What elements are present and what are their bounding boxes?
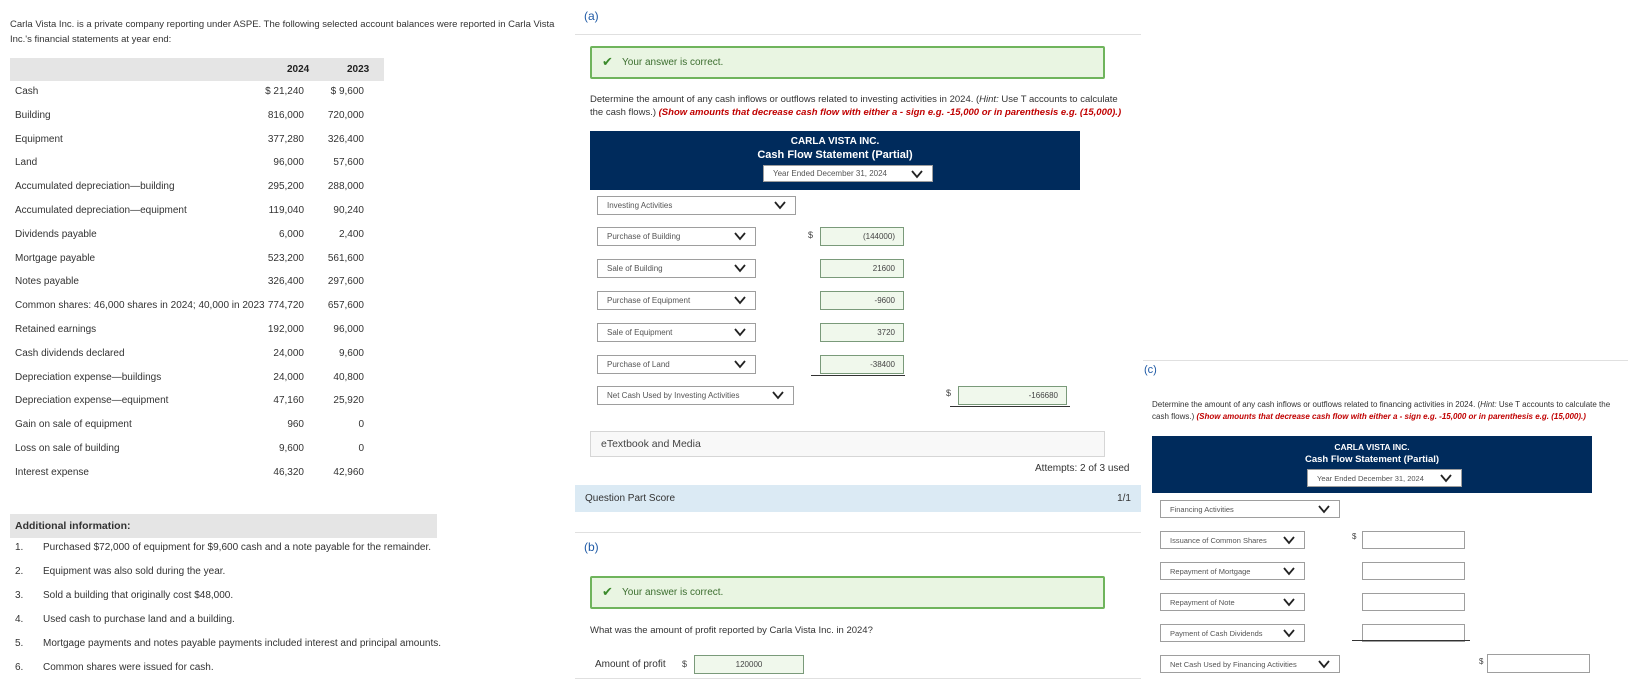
- balance-row: [10, 319, 384, 343]
- account-name: Accumulated depreciation—building: [15, 181, 175, 193]
- item-text: Mortgage payments and notes payable payments included interest and principal amounts.: [43, 638, 442, 649]
- net-investing-input[interactable]: -166680: [958, 386, 1067, 405]
- part-b-label: (b): [584, 540, 599, 554]
- net-financing-input[interactable]: [1487, 654, 1590, 673]
- value-2023: 0: [358, 443, 364, 454]
- account-name: Building: [15, 109, 51, 121]
- balance-row: [10, 152, 384, 176]
- value-2024: 47,160: [273, 395, 304, 407]
- total-underline: [950, 406, 1070, 407]
- company-name: CARLA VISTA INC.: [1334, 442, 1410, 452]
- dollar-sign: $: [1352, 532, 1357, 541]
- dollar-sign: $: [946, 388, 952, 398]
- item-number: 1.: [15, 542, 24, 553]
- line-item-amount-input[interactable]: (144000): [820, 227, 904, 246]
- value-2024: 192,000: [267, 324, 304, 335]
- item-text: Sold a building that originally cost $48,000.: [43, 590, 234, 601]
- divider: [575, 532, 1141, 533]
- account-name: Dividends payable: [15, 228, 97, 240]
- statement-title: Cash Flow Statement (Partial): [1304, 454, 1440, 465]
- additional-info-item: [10, 614, 570, 628]
- item-text: Used cash to purchase land and a building.: [43, 614, 235, 625]
- account-name: Depreciation expense—buildings: [15, 371, 162, 383]
- part-c-pane: [1143, 0, 1628, 691]
- chevron-down-icon: [1282, 565, 1296, 577]
- value-2023: 57,600: [333, 157, 364, 169]
- value-2024: 523,200: [267, 252, 304, 264]
- divider: [575, 34, 1141, 35]
- value-2024: 960: [287, 419, 304, 431]
- checkmark-icon: ✔: [602, 54, 613, 69]
- correct-text: Your answer is correct.: [622, 587, 724, 598]
- item-number: 4.: [15, 614, 24, 625]
- value-2023: 326,400: [327, 133, 364, 145]
- value-2024: 46,320: [273, 466, 304, 478]
- value-2024: 295,200: [267, 181, 304, 193]
- value-2023: 720,000: [327, 109, 364, 121]
- item-number: 2.: [15, 566, 24, 577]
- part-a-label: (a): [584, 9, 599, 23]
- value-2024: 774,720: [267, 300, 304, 312]
- account-name: Depreciation expense—equipment: [15, 395, 169, 407]
- col-2023: 2023: [347, 64, 370, 75]
- profit-input[interactable]: 120000: [694, 655, 804, 674]
- dollar-sign: $: [682, 659, 688, 669]
- balance-row: [10, 81, 384, 105]
- statement-title: Cash Flow Statement (Partial): [757, 149, 913, 161]
- value-2023: 42,960: [333, 466, 364, 478]
- divider: [1143, 360, 1628, 361]
- item-number: 3.: [15, 590, 24, 601]
- balance-row: [10, 248, 384, 272]
- line-item-amount-input[interactable]: [1362, 562, 1465, 580]
- value-2023: 9,600: [338, 347, 364, 359]
- chevron-down-icon: [1439, 472, 1453, 484]
- value-2024: 6,000: [278, 228, 304, 240]
- value-2023: 561,600: [327, 252, 364, 264]
- chevron-down-icon: [733, 358, 747, 370]
- line-item-select[interactable]: Sale of Building: [597, 259, 756, 278]
- chevron-down-icon: [910, 168, 924, 180]
- correct-banner-b: [590, 576, 1105, 609]
- value-2024: 119,040: [268, 205, 304, 216]
- balance-row: [10, 390, 384, 414]
- additional-info-heading: Additional information:: [10, 514, 437, 538]
- value-2024: 24,000: [273, 371, 304, 383]
- balance-row: [10, 438, 384, 462]
- line-item-amount-input[interactable]: 3720: [820, 323, 904, 342]
- correct-banner-a: [590, 46, 1105, 79]
- chevron-down-icon: [733, 262, 747, 274]
- company-name: CARLA VISTA INC.: [790, 136, 880, 147]
- line-item-select[interactable]: Repayment of Note: [1160, 593, 1305, 611]
- value-2023: 0: [358, 419, 364, 431]
- col-2024: 2024: [287, 64, 310, 75]
- total-select-a[interactable]: Net Cash Used by Investing Activities: [597, 386, 794, 405]
- value-2023: 90,240: [333, 205, 364, 216]
- balance-row: [10, 224, 384, 248]
- balance-row: [10, 367, 384, 391]
- balance-row: [10, 176, 384, 200]
- line-item-amount-input[interactable]: 21600: [820, 259, 904, 278]
- section-select-a[interactable]: Investing Activities: [597, 196, 796, 215]
- balance-row: [10, 462, 384, 486]
- item-number: 5.: [15, 638, 24, 649]
- value-2023: 2,400: [338, 228, 364, 240]
- additional-info-item: [10, 638, 570, 652]
- chevron-down-icon: [1317, 658, 1331, 670]
- value-2024: 24,000: [273, 347, 304, 359]
- balance-row: [10, 343, 384, 367]
- balance-row: [10, 414, 384, 438]
- score-label: Question Part Score: [585, 493, 676, 504]
- balance-row: [10, 129, 384, 153]
- problem-statement-pane: [0, 0, 575, 691]
- subtotal-underline: [1352, 640, 1470, 641]
- value-2024: $ 21,240: [265, 86, 304, 97]
- balance-row: [10, 105, 384, 129]
- value-2023: 297,600: [327, 276, 364, 288]
- value-2024: 9,600: [278, 443, 304, 454]
- balance-row: [10, 271, 384, 295]
- account-name: Mortgage payable: [15, 252, 96, 264]
- value-2024: 816,000: [267, 109, 304, 121]
- line-item-amount-input[interactable]: -9600: [820, 291, 904, 310]
- additional-info-item: [10, 590, 570, 604]
- line-item-select[interactable]: Payment of Cash Dividends: [1160, 624, 1305, 642]
- value-2023: 657,600: [327, 300, 364, 312]
- balance-row: [10, 295, 384, 319]
- value-2024: 96,000: [273, 157, 304, 169]
- statement-header-a: [590, 131, 1080, 190]
- chevron-down-icon: [1282, 627, 1296, 639]
- value-2023: 40,800: [333, 371, 364, 383]
- line-item-amount-input[interactable]: [1362, 593, 1465, 611]
- value-2024: 377,280: [267, 133, 304, 145]
- line-item-amount-input[interactable]: [1362, 531, 1465, 549]
- item-text: Common shares were issued for cash.: [43, 662, 214, 673]
- statement-header-c: [1152, 436, 1592, 493]
- attempts-counter: Attempts: 2 of 3 used: [1035, 463, 1130, 474]
- line-item-amount-input[interactable]: -38400: [820, 355, 904, 374]
- chevron-down-icon: [773, 199, 787, 211]
- correct-text: Your answer is correct.: [622, 57, 724, 68]
- section-select-c[interactable]: Financing Activities: [1160, 500, 1340, 518]
- chevron-down-icon: [1282, 596, 1296, 608]
- period-select-a[interactable]: Year Ended December 31, 2024: [763, 165, 933, 182]
- account-name: Land: [15, 157, 38, 169]
- line-item-select[interactable]: Issuance of Common Shares: [1160, 531, 1305, 549]
- account-name: Notes payable: [15, 276, 79, 288]
- additional-info-item: [10, 566, 570, 580]
- dollar-sign: $: [808, 230, 814, 240]
- additional-info-item: [10, 662, 570, 676]
- chevron-down-icon: [733, 294, 747, 306]
- balances-table-header: [10, 58, 384, 81]
- line-item-select[interactable]: Purchase of Equipment: [597, 291, 756, 310]
- part-c-instructions: Determine the amount of any cash inflows or outflows related to financing activities in 2024. (Hint: Use T accounts to calculate the cash flows.) (Show amounts that decrease cash flow with either a - sign e.g. -15,000 or in parenthesis e.g. (15,000).): [1152, 400, 1611, 421]
- checkmark-icon: ✔: [602, 584, 613, 599]
- account-name: Retained earnings: [15, 324, 97, 335]
- period-select-c[interactable]: Year Ended December 31, 2024: [1307, 469, 1462, 487]
- item-text: Equipment was also sold during the year.: [43, 566, 226, 577]
- item-number: 6.: [15, 662, 24, 673]
- part-a-instructions: Determine the amount of any cash inflows or outflows related to investing activities in 2024. (Hint: Use T accounts to calculate the cash flows.) (Show amounts that decrease cash flow with either a - sign e.g. -15,000 or in parenthesis e.g. (15,000).): [590, 94, 1122, 118]
- account-name: Gain on sale of equipment: [15, 419, 132, 431]
- value-2024: 326,400: [267, 276, 304, 288]
- item-text: Purchased $72,000 of equipment for $9,600 cash and a note payable for the remainder.: [43, 542, 432, 553]
- account-name: Cash dividends declared: [15, 347, 125, 359]
- total-select-c[interactable]: Net Cash Used by Financing Activities: [1160, 655, 1340, 673]
- account-name: Common shares: 46,000 shares in 2024; 40,000 in 2023: [15, 300, 265, 312]
- answer-pane: [575, 0, 1143, 691]
- value-2023: 25,920: [333, 395, 364, 407]
- score-value: 1/1: [1117, 493, 1131, 504]
- subtotal-underline: [811, 375, 905, 376]
- additional-info-item: [10, 542, 570, 556]
- chevron-down-icon: [1317, 503, 1331, 515]
- account-name: Equipment: [15, 133, 63, 145]
- chevron-down-icon: [733, 230, 747, 242]
- line-item-select[interactable]: Repayment of Mortgage: [1160, 562, 1305, 580]
- value-2023: 288,000: [327, 181, 364, 193]
- etextbook-media-link[interactable]: eTextbook and Media: [590, 431, 1105, 457]
- chevron-down-icon: [1282, 534, 1296, 546]
- chevron-down-icon: [771, 389, 785, 401]
- value-2023: $ 9,600: [330, 86, 364, 97]
- line-item-select[interactable]: Purchase of Land: [597, 355, 756, 374]
- dollar-sign: $: [1479, 657, 1484, 666]
- account-name: Loss on sale of building: [15, 443, 120, 454]
- part-b-question: What was the amount of profit reported by Carla Vista Inc. in 2024?: [590, 625, 873, 636]
- line-item-select[interactable]: Sale of Equipment: [597, 323, 756, 342]
- divider: [575, 678, 1141, 679]
- account-name: Cash: [15, 86, 39, 97]
- line-item-select[interactable]: Purchase of Building: [597, 227, 756, 246]
- question-part-score: [575, 485, 1141, 512]
- value-2023: 96,000: [333, 324, 364, 335]
- account-name: Accumulated depreciation—equipment: [15, 205, 187, 216]
- profit-label: Amount of profit: [595, 659, 666, 670]
- balance-row: [10, 200, 384, 224]
- intro-text: Carla Vista Inc. is a private company reporting under ASPE. The following selected account balances were reported in Carla Vista Inc.'s financial statements at year end:: [10, 19, 555, 45]
- chevron-down-icon: [733, 326, 747, 338]
- account-name: Interest expense: [15, 466, 89, 478]
- part-c-label: (c): [1144, 364, 1157, 376]
